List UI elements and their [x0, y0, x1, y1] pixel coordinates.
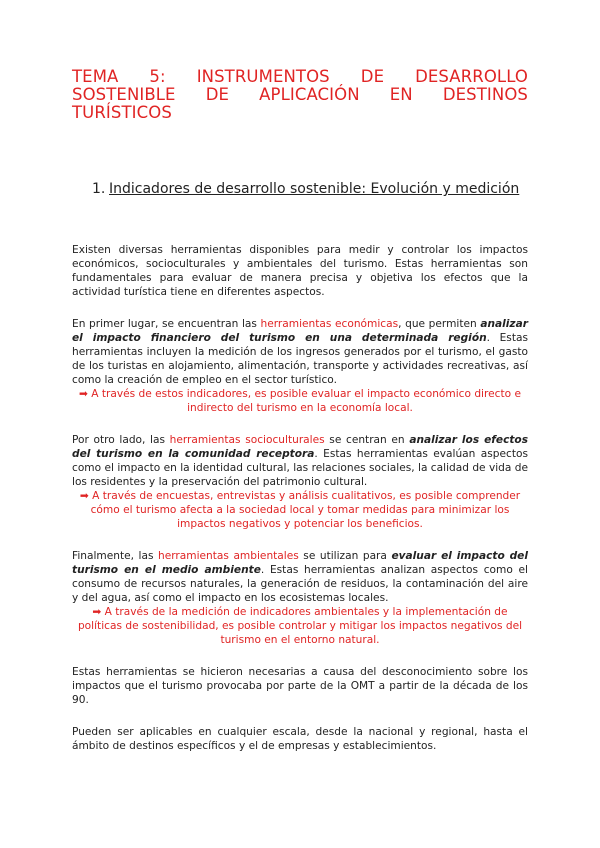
- sociocultural-text-c: se centran en: [324, 434, 410, 446]
- scale-paragraph: Pueden ser aplicables en cualquier escala, desde la nacional y regional, hasta el ámbito de destinos específicos y el de empresas y establecimientos.: [72, 726, 528, 752]
- sociocultural-text-e: . Estas herramientas evalúan aspectos como el impacto en la identidad cultural, las relaciones sociales, la calidad de vida de los residentes y la preservación del patrimonio cultural.: [72, 448, 529, 488]
- sociocultural-note: ➡ A través de encuestas, entrevistas y análisis cualitativos, es posible comprender cómo el turismo afecta a la sociedad local y tomar medidas para minimizar los impactos negativos y potenciar los beneficios.: [79, 490, 521, 530]
- economic-note: ➡ A través de estos indicadores, es posible evaluar el impacto económico directo e indirecto del turismo en la economía local.: [79, 388, 521, 414]
- economic-keyword: herramientas económicas: [260, 318, 399, 330]
- environmental-text-e: . Estas herramientas analizan aspectos como el consumo de recursos naturales, la generación de residuos, la contaminación del aire y del agua, así como el impacto en los ecosistemas locales.: [72, 564, 528, 604]
- section-heading: [92, 180, 528, 199]
- page-title: TEMA 5: INSTRUMENTOS DE DESARROLLO SOSTENIBLE DE APLICACIÓN EN DESTINOS TURÍSTICOS: [72, 67, 528, 122]
- sociocultural-paragraph: [72, 433, 528, 489]
- environmental-emphasis: evaluar el impacto del turismo en el medio ambiente: [72, 550, 528, 576]
- environmental-text-a: Finalmente, las: [72, 550, 159, 562]
- economic-text-e: . Estas herramientas incluyen la medición de los ingresos generados por el turismo, el gasto de los turistas en alojamiento, alimentación, transporte y actividades recreativas, así como la creación de empleo en el sector turístico.: [72, 332, 528, 386]
- sociocultural-emphasis: analizar los efectos del turismo en la comunidad receptora: [72, 434, 529, 460]
- intro-paragraph: Existen diversas herramientas disponibles para medir y controlar los impactos económicos, socioculturales y ambientales del turismo. Estas herramientas son fundamentales para evaluar de manera precisa y objetiva los efectos que la actividad turística tiene en diferentes aspectos.: [72, 244, 528, 298]
- section-number: 1.: [92, 181, 106, 197]
- sociocultural-keyword: herramientas socioculturales: [169, 434, 325, 446]
- section-title: Indicadores de desarrollo sostenible: Evolución y medición: [109, 181, 520, 197]
- environmental-text-c: se utilizan para: [298, 550, 392, 562]
- sociocultural-text-a: Por otro lado, las: [72, 434, 170, 446]
- environmental-paragraph: [72, 549, 528, 605]
- economic-paragraph: [72, 317, 528, 387]
- environmental-keyword: herramientas ambientales: [158, 550, 299, 562]
- omt-paragraph: Estas herramientas se hicieron necesarias a causa del desconocimiento sobre los impactos que el turismo provocaba por parte de la OMT a partir de la década de los 90.: [72, 666, 528, 706]
- environmental-note: ➡ A través de la medición de indicadores ambientales y la implementación de políticas de sostenibilidad, es posible controlar y mitigar los impactos negativos del turismo en el entorno natural.: [77, 606, 523, 646]
- economic-text-c: , que permiten: [398, 318, 481, 330]
- economic-text-a: En primer lugar, se encuentran las: [72, 318, 261, 330]
- economic-emphasis: analizar el impacto financiero del turismo en una determinada región: [72, 318, 528, 344]
- document-page: [72, 68, 528, 753]
